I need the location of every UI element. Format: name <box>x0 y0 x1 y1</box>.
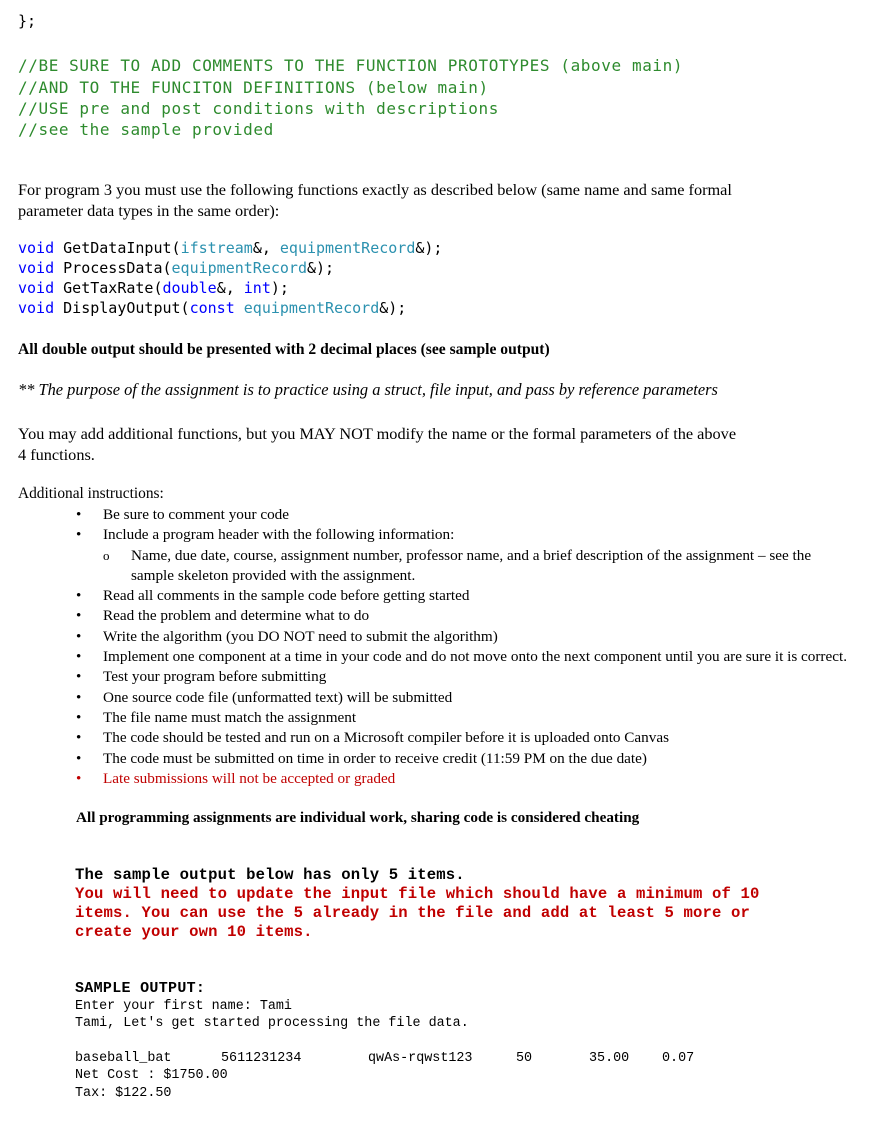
row-qty: 50 <box>516 1051 533 1066</box>
prototype-get-tax-rate: void GetTaxRate(double&, int); <box>18 279 289 297</box>
sub-bullet-icon: o <box>103 547 110 563</box>
additional-functions-line: 4 functions. <box>18 445 95 464</box>
sample-note-warning: create your own 10 items. <box>75 923 313 941</box>
bullet-icon: • <box>76 749 82 767</box>
double-output-note: All double output should be presented with 2 decimal places (see sample output) <box>18 341 550 358</box>
net-cost-line: Net Cost : $1750.00 <box>75 1068 228 1083</box>
sub-list <box>103 546 856 587</box>
comment-line: //USE pre and post conditions with descriptions <box>18 99 499 118</box>
list-item: • Implement one component at a time in your code and do not move onto the next component until you are sure it is correct. <box>76 647 856 667</box>
code-closing-brace: }; <box>18 12 37 30</box>
comment-line: //AND TO THE FUNCITON DEFINITIONS (below main) <box>18 78 489 97</box>
instruction-list <box>76 505 856 789</box>
sample-output-heading: SAMPLE OUTPUT: <box>75 980 206 997</box>
sample-note-line: The sample output below has only 5 items. <box>75 866 465 884</box>
individual-work-note: All programming assignments are individual work, sharing code is considered cheating <box>76 809 640 826</box>
list-item: • Write the algorithm (you DO NOT need to submit the algorithm) <box>76 627 856 647</box>
list-item-warning: • Late submissions will not be accepted or graded <box>76 769 856 789</box>
bullet-icon: • <box>76 506 82 523</box>
prototype-get-data-input: void GetDataInput(ifstream&, equipmentRecord&); <box>18 239 443 257</box>
comment-line: //BE SURE TO ADD COMMENTS TO THE FUNCTION PROTOTYPES (above main) <box>18 56 684 75</box>
bullet-icon: • <box>76 648 82 666</box>
sample-note-warning: You will need to update the input file which should have a minimum of 10 <box>75 885 760 903</box>
intro-line: parameter data types in the same order): <box>18 201 280 220</box>
list-item: • Read all comments in the sample code before getting started <box>76 586 856 606</box>
row-item: baseball_bat <box>75 1051 172 1066</box>
sample-output-line: Enter your first name: Tami <box>75 999 292 1014</box>
list-item: • Read the problem and determine what to do <box>76 606 856 626</box>
bullet-icon: • <box>76 769 82 787</box>
prototype-process-data: void ProcessData(equipmentRecord&); <box>18 259 335 277</box>
tax-line: Tax: $122.50 <box>75 1086 172 1101</box>
sample-output-line: Tami, Let's get started processing the file data. <box>75 1016 469 1031</box>
list-item: • Include a program header with the following information: o Name, due date, course, assignment number, professor name, and a brief description of the assignment – see the sample skeleton provided with the assignment. <box>76 525 856 586</box>
bullet-icon: • <box>76 526 82 544</box>
list-item: • Test your program before submitting <box>76 667 856 687</box>
prototype-display-output: void DisplayOutput(const equipmentRecord&); <box>18 299 407 317</box>
additional-functions-line: You may add additional functions, but you MAY NOT modify the name or the formal parameters of the above <box>18 424 737 443</box>
row-code: qwAs-rqwst123 <box>368 1051 473 1066</box>
row-id: 5611231234 <box>221 1051 302 1066</box>
bullet-icon: • <box>76 668 82 686</box>
row-rate: 0.07 <box>662 1051 695 1066</box>
sample-note-warning: items. You can use the 5 already in the file and add at least 5 more or <box>75 904 751 922</box>
additional-instructions-heading: Additional instructions: <box>18 485 164 502</box>
bullet-icon: • <box>76 688 82 706</box>
purpose-note: ** The purpose of the assignment is to practice using a struct, file input, and pass by reference parameters <box>18 380 718 399</box>
bullet-icon: • <box>76 587 82 605</box>
comment-line: //see the sample provided <box>18 120 274 139</box>
list-item: • Be sure to comment your code <box>76 505 856 525</box>
row-price: 35.00 <box>589 1051 630 1066</box>
list-item: o Name, due date, course, assignment number, professor name, and a brief description of the assignment – see the sample skeleton provided with the assignment. <box>103 546 812 584</box>
bullet-icon: • <box>76 627 82 645</box>
intro-line: For program 3 you must use the following functions exactly as described below (same name and same formal <box>18 180 732 199</box>
list-item: • The file name must match the assignment <box>76 708 856 728</box>
bullet-icon: • <box>76 729 82 747</box>
bullet-icon: • <box>76 708 82 726</box>
list-item: • One source code file (unformatted text) will be submitted <box>76 688 856 708</box>
list-item: • The code must be submitted on time in order to receive credit (11:59 PM on the due date) <box>76 749 856 769</box>
bullet-icon: • <box>76 607 82 625</box>
list-item: • The code should be tested and run on a Microsoft compiler before it is uploaded onto Canvas <box>76 728 856 748</box>
